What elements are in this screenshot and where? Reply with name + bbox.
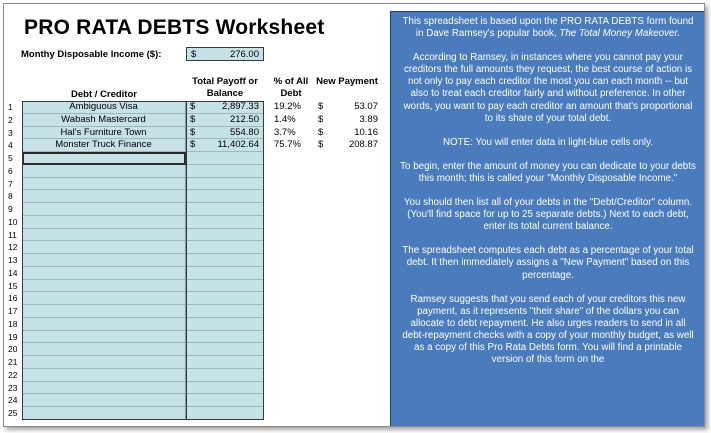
row-number: 17 (8, 306, 18, 316)
balance-cell[interactable] (186, 407, 264, 420)
balance-cell[interactable] (186, 114, 264, 127)
book-title: The Total Money Makeover. (559, 28, 681, 40)
balance-cell[interactable] (186, 292, 264, 305)
table-row (4, 369, 384, 382)
balance-cell[interactable] (186, 241, 264, 254)
balance-currency: $ (190, 126, 196, 138)
row-number: 21 (8, 357, 18, 367)
debt-creditor-cell[interactable]: Ambiguous Visa (22, 101, 186, 114)
table-row (4, 292, 384, 305)
row-number: 18 (8, 318, 18, 329)
balance-cell[interactable] (186, 127, 264, 140)
instructions-intro (399, 16, 697, 40)
intro-text: This spreadsheet is based upon the PRO RATA DEBTS form found in Dave Ramsey's popular book, (402, 16, 694, 40)
payment-currency: $ (318, 101, 324, 112)
debt-creditor-cell[interactable]: Monster Truck Finance (22, 139, 186, 152)
instructions-para-2: According to Ramsey, in instances where you cannot pay your creditors the full amounts they request, the best course of action is not only to pay each creditor the most you can each month -- but also to treat each creditor fairly and without preference. In other words, you want to pay each creditor an amount that's proportional to its share of your total debt. (403, 52, 693, 124)
debt-creditor-cell[interactable] (22, 190, 186, 203)
table-row (4, 356, 384, 369)
income-currency: $ (191, 49, 197, 60)
debt-creditor-cell[interactable] (22, 165, 186, 178)
balance-cell[interactable] (186, 190, 264, 203)
table-row (4, 343, 384, 356)
row-number: 9 (8, 204, 13, 214)
balance-cell[interactable] (186, 318, 264, 331)
table-row (4, 165, 384, 178)
payment-currency: $ (318, 139, 324, 151)
row-number: 20 (8, 344, 18, 355)
table-row (4, 382, 384, 395)
row-number: 11 (8, 229, 17, 240)
table-row (4, 101, 384, 114)
debt-creditor-cell[interactable] (22, 280, 186, 293)
row-number: 24 (8, 395, 18, 406)
percent-cell: 3.7% (274, 126, 296, 138)
table-row (4, 139, 384, 152)
table-row (4, 178, 384, 191)
payment-value: 3.89 (359, 113, 378, 125)
row-number: 2 (8, 114, 13, 125)
table-row (4, 305, 384, 318)
debt-creditor-cell[interactable] (22, 318, 186, 331)
balance-cell[interactable] (186, 305, 264, 318)
row-number: 4 (8, 140, 13, 151)
debt-creditor-cell[interactable] (22, 343, 186, 356)
balance-cell[interactable] (186, 254, 264, 267)
debt-creditor-cell[interactable] (22, 152, 186, 165)
payment-currency: $ (318, 126, 324, 138)
payment-value: 10.16 (354, 126, 378, 138)
table-row (4, 318, 384, 331)
income-label: Monthy Disposable Income ($): (21, 49, 162, 60)
balance-cell[interactable] (186, 331, 264, 344)
balance-cell[interactable] (186, 139, 264, 152)
row-number: 15 (8, 280, 18, 291)
debt-creditor-cell[interactable] (22, 216, 186, 229)
table-row (4, 229, 384, 242)
balance-cell[interactable] (186, 152, 264, 165)
debt-creditor-cell[interactable] (22, 356, 186, 369)
instructions-note: NOTE: You will enter data in light-blue cells only. (442, 136, 653, 148)
income-input-cell[interactable] (186, 47, 264, 61)
header-total-payoff: Total Payoff or Balance (192, 76, 258, 99)
balance-cell[interactable] (186, 280, 264, 293)
balance-cell[interactable] (186, 203, 264, 216)
debt-creditor-cell[interactable] (22, 241, 186, 254)
debt-creditor-cell[interactable] (22, 203, 186, 216)
debt-creditor-cell[interactable] (22, 382, 186, 395)
table-row (4, 114, 384, 127)
table-row (4, 280, 384, 293)
instructions-para-5: You should then list all of your debts in the "Debt/Creditor" column. (You'll find space for up to 25 separate debts.) Next to each debt, enter its total current balance. (403, 197, 693, 233)
table-row (4, 407, 384, 420)
instructions-para-7: Ramsey suggests that you send each of your creditors this new payment, as it represents "their share" of the dollars you can allocate to debt repayment. He also urges readers to send in all debt-repayment checks with a copy of your monthly budget, as well as a copy of this Pro Rata Debts form. You will find a printable version of this form on the (402, 293, 694, 366)
table-row (4, 394, 384, 407)
header-new-payment: New Payment (316, 76, 378, 87)
row-number: 6 (8, 165, 13, 176)
balance-currency: $ (190, 113, 196, 125)
row-number: 25 (8, 408, 18, 418)
instructions-para-6: The spreadsheet computes each debt as a percentage of your total debt. It then immediately assigns a "New Payment" based on this percentage. (402, 245, 694, 281)
balance-cell[interactable] (186, 101, 264, 114)
row-number: 1 (8, 102, 13, 112)
instructions-panel (390, 11, 705, 427)
debt-creditor-cell[interactable] (22, 331, 186, 344)
debt-creditor-cell[interactable] (22, 305, 186, 318)
balance-cell[interactable] (186, 165, 264, 178)
income-value: 276.00 (229, 49, 259, 60)
balance-cell[interactable] (186, 343, 264, 356)
row-number: 23 (8, 382, 18, 393)
table-row (4, 152, 384, 165)
debt-creditor-cell[interactable] (22, 394, 186, 407)
debt-creditor-cell[interactable] (22, 229, 186, 242)
row-number: 5 (8, 153, 13, 163)
debt-creditor-cell[interactable] (22, 292, 186, 305)
table-row (4, 241, 384, 254)
row-number: 7 (8, 178, 13, 189)
row-number: 3 (8, 127, 13, 138)
percent-cell: 1.4% (274, 113, 296, 125)
header-debt-creditor: Debt / Creditor (71, 89, 137, 100)
debt-creditor-cell[interactable] (22, 407, 186, 420)
table-row (4, 127, 384, 140)
percent-cell: 19.2% (274, 101, 301, 112)
row-number: 10 (8, 216, 18, 227)
row-number: 14 (8, 267, 18, 278)
row-number: 8 (8, 191, 13, 202)
table-row (4, 190, 384, 203)
table-row (4, 331, 384, 344)
debt-creditor-cell[interactable]: Hal's Furniture Town (22, 127, 186, 140)
debt-creditor-cell[interactable]: Wabash Mastercard (22, 114, 186, 127)
percent-cell: 75.7% (274, 139, 301, 151)
balance-cell[interactable] (186, 382, 264, 395)
balance-cell[interactable] (186, 394, 264, 407)
table-row (4, 254, 384, 267)
debt-creditor-cell[interactable] (22, 267, 186, 280)
balance-value: 554.80 (229, 126, 259, 138)
header-percent-of-debt: % of All Debt (273, 76, 309, 99)
row-number: 13 (8, 255, 18, 265)
payment-value: 208.87 (348, 139, 378, 151)
row-number: 19 (8, 331, 18, 342)
balance-cell[interactable] (186, 216, 264, 229)
instructions-para-4: To begin, enter the amount of money you can dedicate to your debts this month; this is called your "Monthly Disposable Income." (400, 160, 696, 184)
balance-value: 212.50 (229, 113, 259, 125)
balance-cell[interactable] (186, 229, 264, 242)
row-number: 16 (8, 293, 18, 304)
worksheet-window (3, 3, 705, 427)
balance-cell[interactable] (186, 178, 264, 191)
balance-cell[interactable] (186, 267, 264, 280)
balance-cell[interactable] (186, 356, 264, 369)
debt-creditor-cell[interactable] (22, 369, 186, 382)
balance-value: 2,897.33 (222, 101, 259, 112)
balance-value: 11,402.64 (217, 139, 259, 151)
payment-value: 53.07 (354, 101, 378, 112)
payment-currency: $ (318, 113, 324, 125)
balance-cell[interactable] (186, 369, 264, 382)
balance-currency: $ (190, 101, 196, 112)
row-number: 22 (8, 369, 18, 380)
table-row (4, 267, 384, 280)
debt-creditor-cell[interactable] (22, 178, 186, 191)
input-grid-divider (186, 101, 187, 420)
table-row (4, 203, 384, 216)
row-number: 12 (8, 242, 18, 253)
debt-creditor-cell[interactable] (22, 254, 186, 267)
table-row (4, 216, 384, 229)
page-title: PRO RATA DEBTS Worksheet (24, 16, 325, 39)
balance-currency: $ (190, 139, 196, 151)
